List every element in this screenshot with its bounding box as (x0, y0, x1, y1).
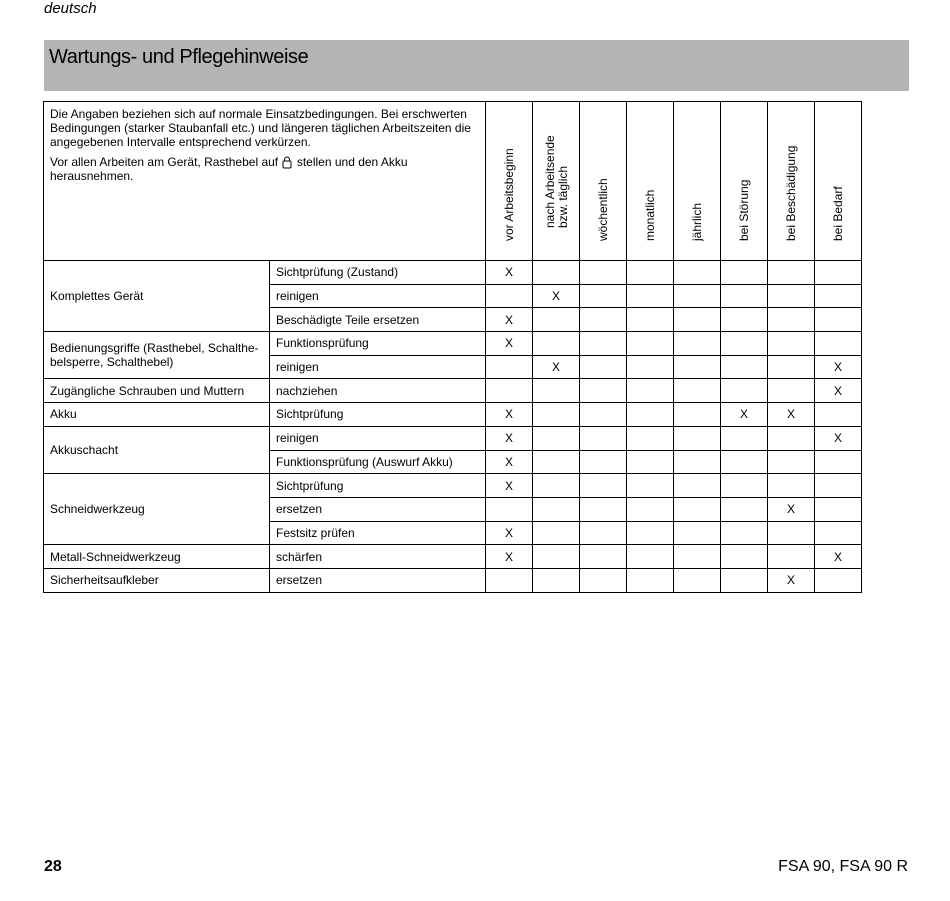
interval-mark-cell: X (533, 355, 580, 379)
model-name: FSA 90, FSA 90 R (778, 858, 908, 875)
interval-mark-cell (815, 308, 862, 332)
task-cell: schärfen (270, 545, 486, 569)
interval-mark-cell (627, 450, 674, 474)
interval-mark-cell (721, 379, 768, 403)
interval-mark-cell (486, 355, 533, 379)
interval-mark-cell: X (486, 332, 533, 356)
intro-safety-after: stellen und den Akku herausnehmen. (50, 155, 408, 183)
column-header (533, 102, 580, 261)
interval-mark-cell (533, 332, 580, 356)
interval-mark-cell (580, 355, 627, 379)
interval-mark-cell (674, 332, 721, 356)
interval-mark-cell (533, 497, 580, 521)
interval-mark-cell (768, 332, 815, 356)
interval-mark-cell (580, 497, 627, 521)
intro-cell (44, 102, 486, 261)
interval-mark-cell (815, 284, 862, 308)
interval-mark-cell (533, 545, 580, 569)
interval-mark-cell (627, 521, 674, 545)
interval-mark-cell (768, 284, 815, 308)
component-cell: Bedienungsgriffe (Rasthebel, Schalthe-belsperre, Schalthebel) (44, 332, 270, 379)
table-row (44, 545, 862, 569)
task-cell: reinigen (270, 426, 486, 450)
interval-mark-cell (815, 521, 862, 545)
column-header-label: bei Störung (737, 179, 751, 241)
interval-mark-cell (721, 497, 768, 521)
column-header (486, 102, 533, 261)
interval-mark-cell (533, 403, 580, 427)
interval-mark-cell (533, 261, 580, 285)
interval-mark-cell (533, 474, 580, 498)
interval-mark-cell (768, 261, 815, 285)
interval-mark-cell (674, 379, 721, 403)
interval-mark-cell (768, 521, 815, 545)
page-title: Wartungs- und Pflegehinweise (49, 46, 309, 68)
interval-mark-cell: X (486, 403, 533, 427)
table-row (44, 332, 862, 356)
interval-mark-cell (815, 450, 862, 474)
column-header-label: bei Beschädigung (784, 145, 798, 241)
component-cell: Zugängliche Schrauben und Muttern (44, 379, 270, 403)
interval-mark-cell (674, 284, 721, 308)
column-header-label: monatlich (643, 189, 657, 241)
column-header (768, 102, 815, 261)
interval-mark-cell: X (815, 379, 862, 403)
interval-mark-cell (768, 450, 815, 474)
interval-mark-cell (580, 403, 627, 427)
interval-mark-cell (580, 308, 627, 332)
interval-mark-cell (627, 474, 674, 498)
column-header (815, 102, 862, 261)
interval-mark-cell (674, 497, 721, 521)
table-row (44, 568, 862, 592)
interval-mark-cell (486, 568, 533, 592)
interval-mark-cell (580, 284, 627, 308)
interval-mark-cell (533, 521, 580, 545)
interval-mark-cell (674, 355, 721, 379)
intro-paragraph-conditions: Die Angaben beziehen sich auf normale Einsatzbedingungen. Bei erschwerten Bedingungen (starker Staubanfall etc.) und längeren täglichen Arbeitszeiten die angegebenen Intervalle entsprechend verkürzen. (50, 107, 471, 149)
task-cell: Festsitz prüfen (270, 521, 486, 545)
interval-mark-cell (815, 261, 862, 285)
interval-mark-cell (815, 474, 862, 498)
column-header (721, 102, 768, 261)
task-cell: Funktionsprüfung (Auswurf Akku) (270, 450, 486, 474)
column-header-label: wöchentlich (596, 178, 610, 241)
interval-mark-cell (815, 332, 862, 356)
interval-mark-cell (580, 261, 627, 285)
interval-mark-cell (533, 568, 580, 592)
interval-mark-cell (627, 545, 674, 569)
interval-mark-cell: X (815, 355, 862, 379)
component-cell: Komplettes Gerät (44, 261, 270, 332)
column-header (580, 102, 627, 261)
interval-mark-cell (486, 497, 533, 521)
maintenance-table (43, 101, 862, 593)
column-header-label: vor Arbeitsbeginn (502, 148, 516, 241)
interval-mark-cell (721, 568, 768, 592)
task-cell: Beschädigte Teile ersetzen (270, 308, 486, 332)
task-cell: ersetzen (270, 497, 486, 521)
interval-mark-cell (533, 450, 580, 474)
interval-mark-cell (580, 426, 627, 450)
interval-mark-cell (768, 355, 815, 379)
interval-mark-cell: X (486, 521, 533, 545)
interval-mark-cell (768, 474, 815, 498)
interval-mark-cell (721, 332, 768, 356)
interval-mark-cell: X (815, 426, 862, 450)
interval-mark-cell (674, 450, 721, 474)
interval-mark-cell (768, 308, 815, 332)
component-cell: Akku (44, 403, 270, 427)
interval-mark-cell (580, 545, 627, 569)
column-header-label: bei Bedarf (831, 186, 845, 241)
task-cell: Sichtprüfung (Zustand) (270, 261, 486, 285)
interval-mark-cell (721, 284, 768, 308)
interval-mark-cell: X (486, 474, 533, 498)
interval-mark-cell (721, 308, 768, 332)
interval-mark-cell (627, 568, 674, 592)
interval-mark-cell (815, 568, 862, 592)
interval-mark-cell (674, 403, 721, 427)
interval-mark-cell (674, 261, 721, 285)
interval-mark-cell (674, 545, 721, 569)
interval-mark-cell: X (533, 284, 580, 308)
interval-mark-cell (674, 426, 721, 450)
interval-mark-cell (580, 332, 627, 356)
interval-mark-cell (533, 379, 580, 403)
table-row (44, 379, 862, 403)
interval-mark-cell: X (486, 450, 533, 474)
interval-mark-cell (627, 261, 674, 285)
task-cell: reinigen (270, 284, 486, 308)
interval-mark-cell (627, 426, 674, 450)
table-row (44, 474, 862, 498)
interval-mark-cell: X (486, 426, 533, 450)
interval-mark-cell (815, 403, 862, 427)
column-header-label: nach Arbeitsende bzw. täglich (543, 135, 570, 228)
interval-mark-cell: X (721, 403, 768, 427)
task-cell: Funktionsprüfung (270, 332, 486, 356)
interval-mark-cell (627, 403, 674, 427)
interval-mark-cell (580, 450, 627, 474)
interval-mark-cell (721, 426, 768, 450)
interval-mark-cell (768, 545, 815, 569)
interval-mark-cell (721, 261, 768, 285)
header-row (44, 102, 862, 261)
interval-mark-cell: X (486, 545, 533, 569)
task-cell: reinigen (270, 355, 486, 379)
interval-mark-cell (486, 284, 533, 308)
interval-mark-cell (721, 355, 768, 379)
component-cell: Metall-Schneidwerkzeug (44, 545, 270, 569)
interval-mark-cell (627, 379, 674, 403)
column-header-label: jährlich (690, 202, 704, 241)
interval-mark-cell: X (768, 568, 815, 592)
intro-safety-before: Vor allen Arbeiten am Gerät, Rasthebel auf (50, 155, 279, 169)
task-cell: Sichtprüfung (270, 474, 486, 498)
task-cell: nachziehen (270, 379, 486, 403)
interval-mark-cell (674, 521, 721, 545)
title-bar (44, 40, 909, 91)
interval-mark-cell (627, 308, 674, 332)
component-cell: Schneidwerkzeug (44, 474, 270, 545)
interval-mark-cell (627, 332, 674, 356)
interval-mark-cell (627, 497, 674, 521)
interval-mark-cell (580, 474, 627, 498)
task-cell: Sichtprüfung (270, 403, 486, 427)
language-label: deutsch (44, 0, 97, 17)
task-cell: ersetzen (270, 568, 486, 592)
table-row (44, 403, 862, 427)
interval-mark-cell: X (815, 545, 862, 569)
column-header (627, 102, 674, 261)
interval-mark-cell (580, 568, 627, 592)
interval-mark-cell (674, 568, 721, 592)
intro-paragraph-safety (50, 155, 479, 183)
interval-mark-cell (627, 284, 674, 308)
interval-mark-cell (674, 474, 721, 498)
interval-mark-cell (627, 355, 674, 379)
interval-mark-cell (486, 379, 533, 403)
lock-icon (282, 156, 292, 169)
interval-mark-cell: X (768, 497, 815, 521)
table-row (44, 261, 862, 285)
component-cell: Sicherheitsaufkleber (44, 568, 270, 592)
interval-mark-cell (580, 521, 627, 545)
interval-mark-cell (533, 426, 580, 450)
interval-mark-cell (768, 426, 815, 450)
page-number: 28 (44, 858, 62, 875)
interval-mark-cell (721, 450, 768, 474)
interval-mark-cell (815, 497, 862, 521)
component-cell: Akkuschacht (44, 426, 270, 473)
interval-mark-cell (721, 521, 768, 545)
interval-mark-cell (721, 474, 768, 498)
interval-mark-cell (721, 545, 768, 569)
column-header (674, 102, 721, 261)
interval-mark-cell: X (486, 308, 533, 332)
interval-mark-cell: X (486, 261, 533, 285)
interval-mark-cell: X (768, 403, 815, 427)
interval-mark-cell (674, 308, 721, 332)
interval-mark-cell (533, 308, 580, 332)
table-row (44, 426, 862, 450)
interval-mark-cell (580, 379, 627, 403)
interval-mark-cell (768, 379, 815, 403)
